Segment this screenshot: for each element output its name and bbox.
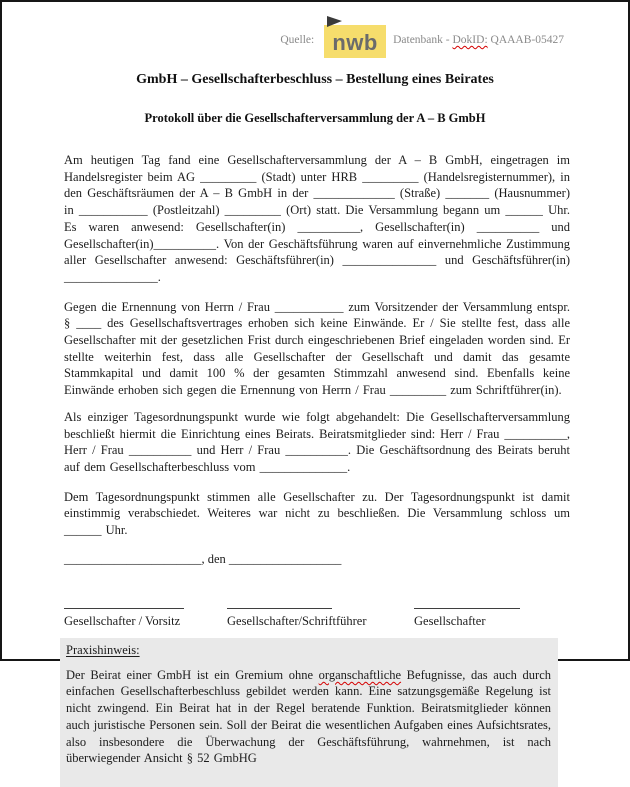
hint-misspelled-word: organschaftliche bbox=[318, 667, 402, 682]
signature-label: Gesellschafter bbox=[414, 613, 486, 628]
database-label: Datenbank - bbox=[393, 34, 453, 46]
signature-row bbox=[64, 608, 570, 629]
doc-id-value: QAAAB-05427 bbox=[487, 34, 564, 46]
source-header bbox=[2, 22, 564, 58]
database-doc-id bbox=[393, 34, 564, 46]
document-title: GmbH – Gesellschafterbeschluss – Bestellung eines Beirates bbox=[136, 72, 494, 87]
document-body bbox=[2, 152, 628, 787]
paragraph-chair-appointment: Gegen die Ernennung von Herrn / Frau ___________ zum Vorsitzender der Versammlung entspr. § ____ des Gesellschaftsvertrages erhoben sich keine Einwände. Er / Sie stellte fest, dass alle Gesellschafter mit der gesetzlichen Frist durch eingeschriebenen Brief eingeladen worden sind. Er stellte weiterhin fest, dass alle Gesellschafter der Gesellschaft und damit das gesamte Stammkapital und damit 100 % der gesamten Stimmzahl anwesend sind. Ebenfalls keine Einwände erhoben sich gegen die Ernennung von Herrn / Frau _________ zum Schriftführer(in). bbox=[64, 299, 570, 398]
nwb-logo bbox=[324, 25, 386, 58]
dokid-label: DokID: bbox=[452, 34, 488, 46]
document-subtitle: Protokoll über die Gesellschafterversammlung der A – B GmbH bbox=[144, 111, 486, 125]
signature-block-chair bbox=[64, 608, 184, 629]
hint-text-start: Der Beirat einer GmbH ist ein Gremium ohne bbox=[66, 667, 319, 682]
paragraph-agenda-item: Als einziger Tagesordnungspunkt wurde wie folgt abgehandelt: Die Gesellschafterversammlung beschließt hiermit die Einrichtung eines Beirats. Beiratsmitglieder sind: Herr / Frau __________, Herr / Frau __________ und Herr / Frau __________. Die Geschäftsordnung des Beirats beruht auf dem Gesellschafterbeschluss vom ______________. bbox=[64, 409, 570, 474]
hint-text-end: Befugnisse, das auch durch einfachen Gesellschafterbeschluss gebildet werden kann. Eine satzungsgemäße Regelung ist nicht zwingend. Ein Beirat hat in der Regel beratende Funktion. Beiratsmitglieder können auch juristische Personen sein. Soll der Beirat die wesentlichen Aufgaben eines Aufsichtsrates, also insbesondere die Überwachung der Geschäftsführung, wahrnehmen, ist nach überwiegender Ansicht § 52 GmbHG bbox=[66, 667, 551, 766]
signature-block-secretary bbox=[227, 608, 367, 629]
place-date-line: ______________________, den __________________ bbox=[64, 551, 342, 566]
paragraph-meeting-details: Am heutigen Tag fand eine Gesellschafterversammlung der A – B GmbH, eingetragen im Handelsregister beim AG _________ (Stadt) unter HRB _________ (Handelsregisternummer), in den Geschäftsräumen der A – B GmbH in der _____________ (Straße) _______ (Hausnummer) in ___________ (Postleitzahl) _________ (Ort) statt. Die Versammlung begann um ______ Uhr. Es waren anwesend: Gesellschafter(in) __________, Gesellschafter(in) __________ und Gesellschafter(in)__________. Von der Geschäftsführung waren auf einvernehmliche Zustimmung aller Gesellschafter anwesend: Geschäftsführer(in) _______________ und Geschäftsführer(in) _______________. bbox=[64, 153, 570, 284]
flag-icon bbox=[327, 16, 342, 27]
praxishinweis-heading: Praxishinweis: bbox=[66, 642, 140, 657]
source-label: Quelle: bbox=[280, 34, 318, 46]
signature-label: Gesellschafter / Vorsitz bbox=[64, 613, 181, 628]
signature-block-shareholder bbox=[414, 608, 520, 629]
praxishinweis-box bbox=[60, 638, 558, 787]
praxishinweis-text bbox=[66, 667, 551, 767]
signature-label: Gesellschafter/Schriftführer bbox=[227, 613, 367, 628]
paragraph-resolution: Dem Tagesordnungspunkt stimmen alle Gesellschafter zu. Der Tagesordnungspunkt ist damit einstimmig verabschiedet. Weiteres war nicht zu beschließen. Die Versammlung schloss um ______ Uhr. bbox=[64, 489, 570, 538]
nwb-logo-text: nwb bbox=[332, 29, 378, 55]
